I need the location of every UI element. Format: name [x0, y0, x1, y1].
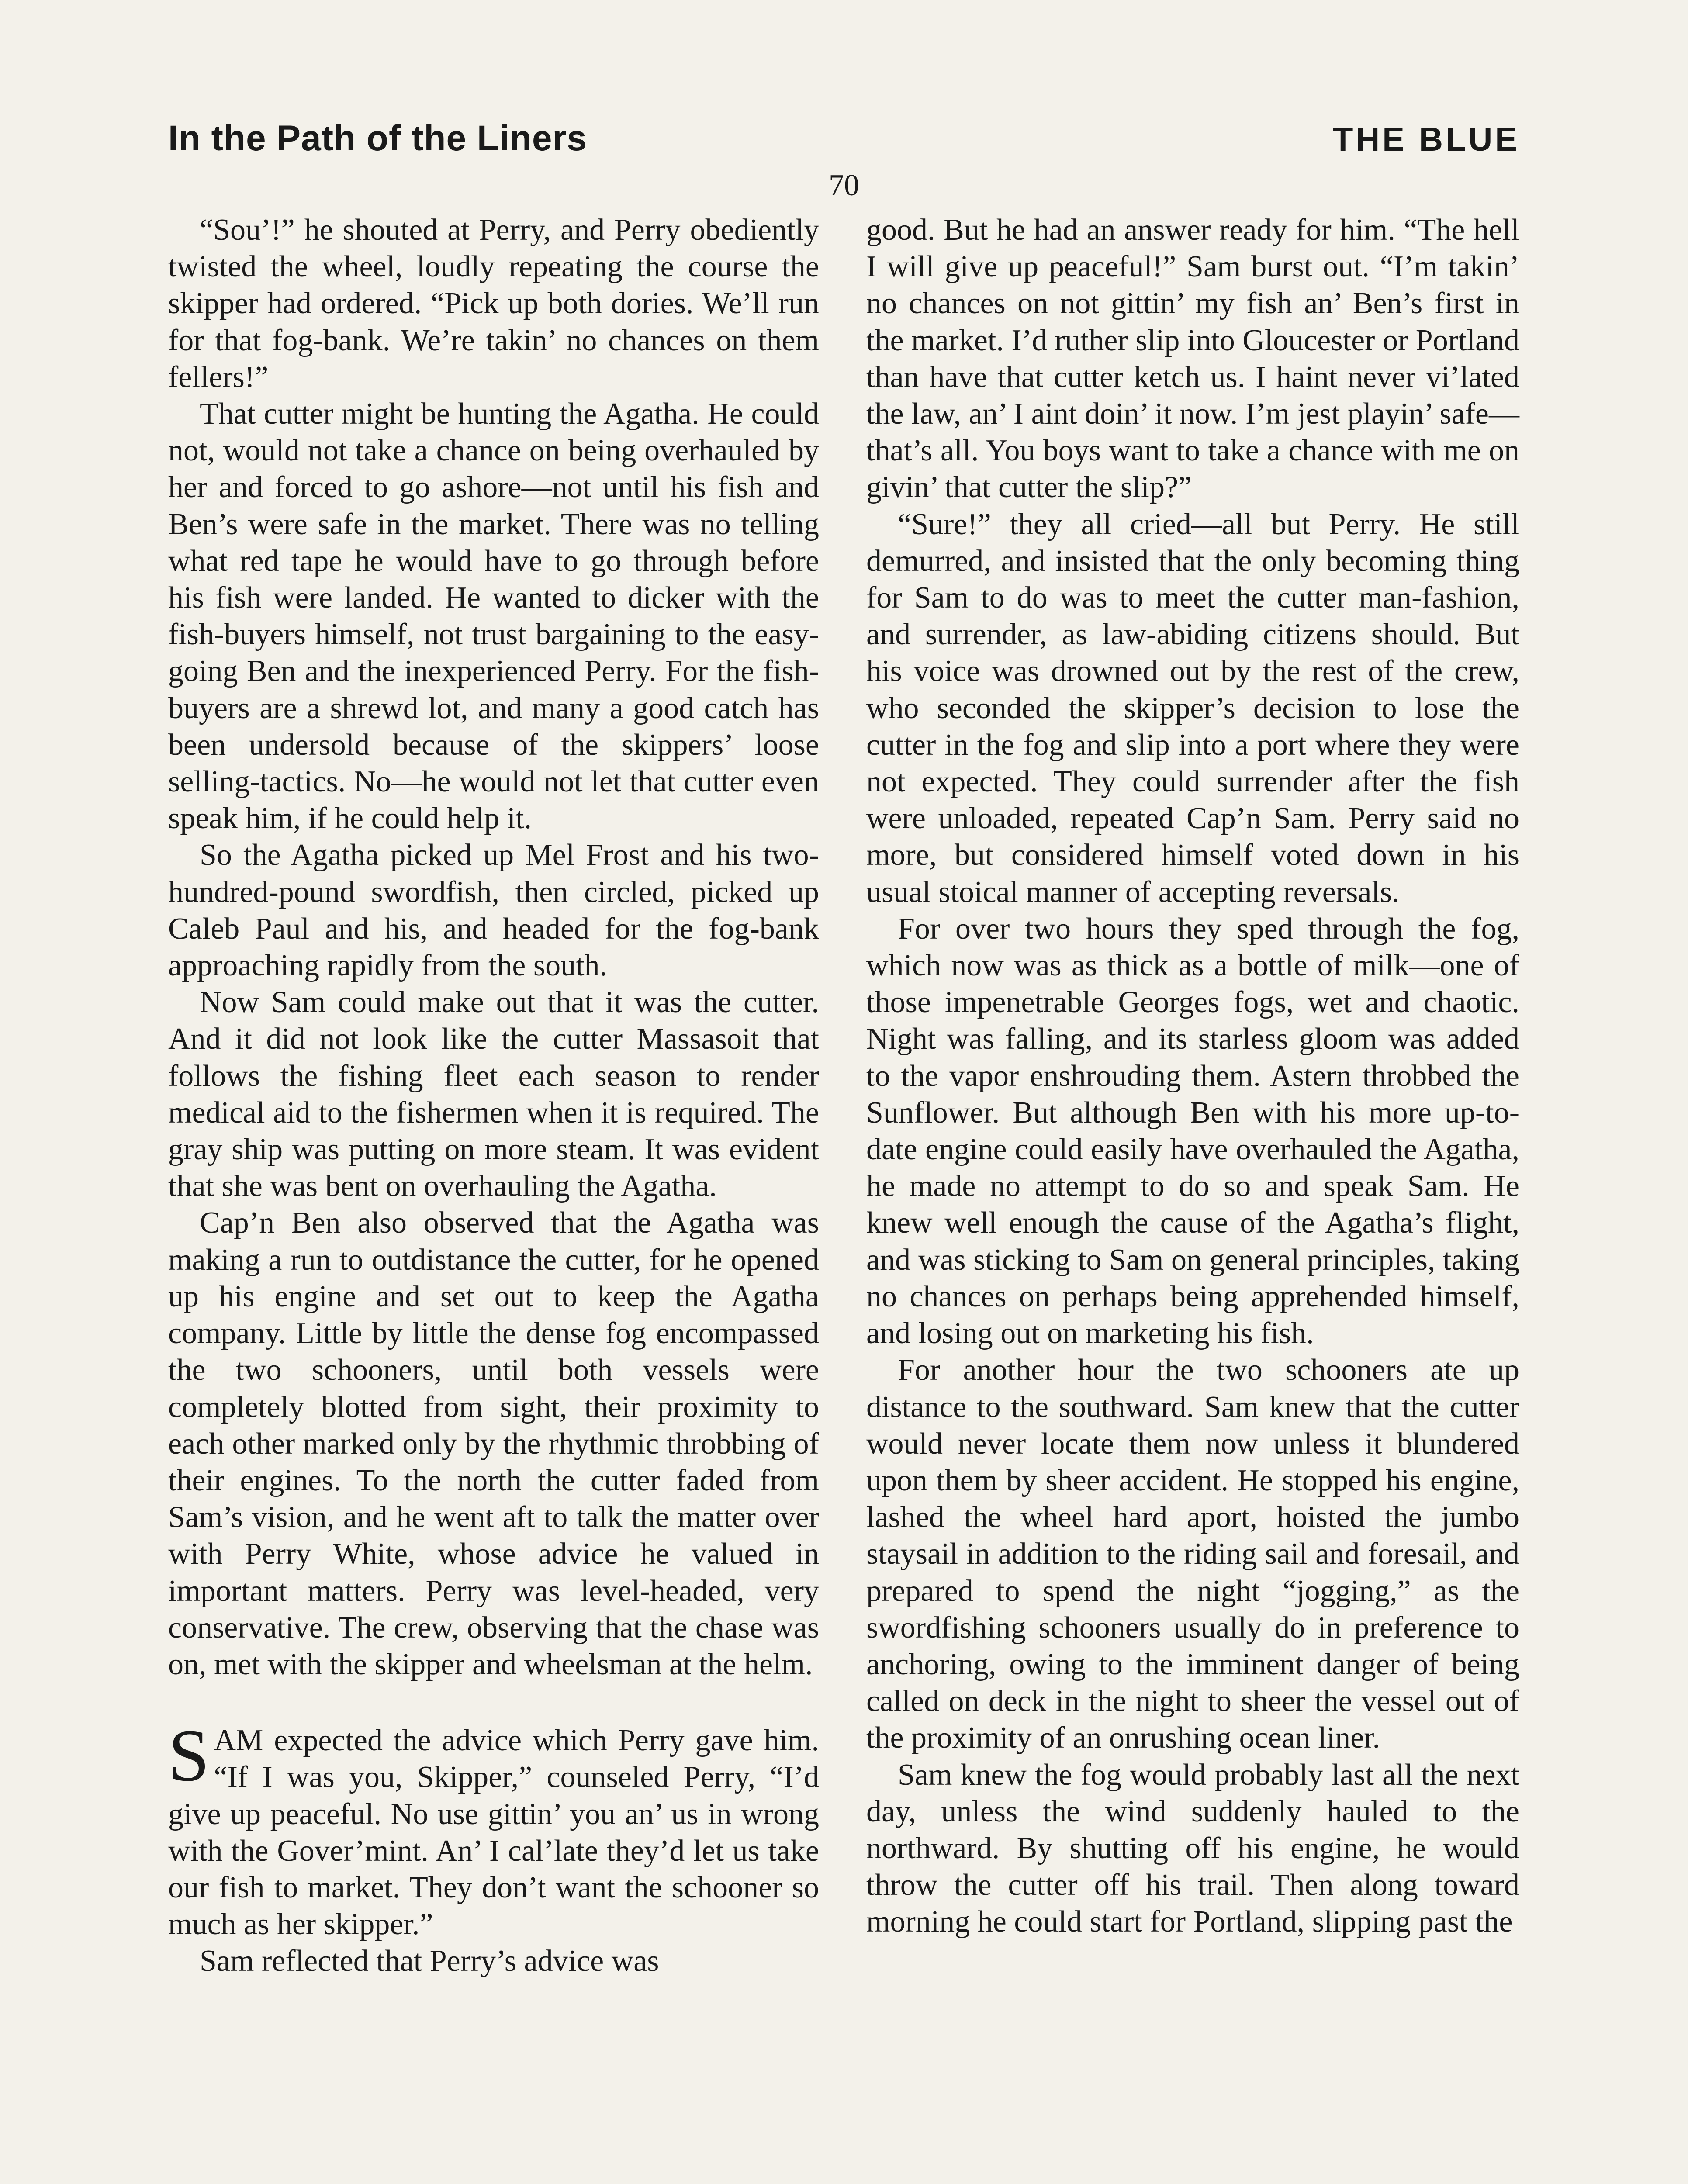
paragraph-continued: good. But he had an answer ready for him. “The hell I will give up peaceful!” Sam burst out. “I’m takin’ no chances on not gittin’ my fish an’ Ben’s first in the market. I’d ruther slip into Gloucester or Portland than have that cutter ketch us. I haint never vi’lated the law, an’ I aint doin’ it now. I’m jest playin’ safe—that’s all. You boys want to take a chance with me on givin’ that cutter the slip?”: [866, 213, 1519, 505]
left-column: [168, 212, 819, 1980]
paragraph: Now Sam could make out that it was the cutter. And it did not look like the cutter Massasoit that follows the fishing fleet each season to render medical aid to the fishermen when it is required. The gray ship was putting on more steam. It was evident that she was bent on overhauling the Agatha.: [168, 985, 819, 1203]
paragraph: “Sure!” they all cried—all but Perry. He still demurred, and insisted that the only becoming thing for Sam to do was to meet the cutter man-fashion, and surrender, as law-abiding citizens should. But his voice was drowned out by the rest of the crew, who seconded the skipper’s decision to lose the cutter in the fog and slip into a port where they were not expected. They could surrender after the fish were unloaded, repeated Cap’n Sam. Perry said no more, but considered himself voted down in his usual stoical manner of accepting reversals.: [866, 507, 1519, 909]
small-caps-lead: AM: [214, 1724, 263, 1758]
paragraph: Sam knew the fog would probably last all the next day, unless the wind suddenly hauled to the northward. By shutting off his engine, he would throw the cutter off his trail. Then along toward morning he could start for Portland, slipping past the: [866, 1758, 1519, 1939]
section-start-paragraph: [168, 1714, 819, 1943]
story-title-header: In the Path of the Liners: [168, 118, 587, 158]
drop-cap: S: [168, 1714, 210, 1797]
page-number: 70: [829, 169, 859, 202]
paragraph: For over two hours they sped through the fog, which now was as thick as a bottle of milk—one of those impenetrable Georges fogs, wet and chaotic. Night was falling, and its starless gloom was added to the vapor enshrouding them. Astern throbbed the Sunflower. But although Ben with his more up-to-date engine could easily have overhauled the Agatha, he made no attempt to do so and speak Sam. He knew well enough the cause of the Agatha’s flight, and was sticking to Sam on general principles, taking no chances on perhaps being apprehended himself, and losing out on marketing his fish.: [866, 912, 1519, 1351]
paragraph: “Sou’!” he shouted at Perry, and Perry obediently twisted the wheel, loudly repeating the course the skipper had ordered. “Pick up both dories. We’ll run for that fog-bank. We’re takin’ no chances on them fellers!”: [168, 213, 819, 394]
paragraph: For another hour the two schooners ate up distance to the southward. Sam knew that the cutter would never locate them now unless it blundered upon them by sheer accident. He stopped his engine, lashed the wheel hard aport, hoisted the jumbo staysail in addition to the riding sail and foresail, and prepared to spend the night “jogging,” as the swordfishing schooners usually do in preference to anchoring, owing to the imminent danger of being called on deck in the night to sheer the vessel out of the proximity of an onrushing ocean liner.: [866, 1353, 1519, 1755]
right-column: [866, 212, 1519, 1941]
paragraph-text: expected the advice which Perry gave him. “If I was you, Skipper,” counseled Perry, “I’d give up peaceful. No use gittin’ you an’ us in wrong with the Gover’mint. An’ I cal’late they’d let us take our fish to market. They don’t want the schooner so much as her skipper.”: [168, 1724, 819, 1942]
magazine-title-header: THE BLUE: [1333, 121, 1520, 158]
paragraph: That cutter might be hunting the Agatha. He could not, would not take a chance on being overhauled by her and forced to go ashore—not until his fish and Ben’s were safe in the market. There was no telling what red tape he would have to go through before his fish were landed. He wanted to dicker with the fish-buyers himself, not trust bargaining to the easy-going Ben and the inexperienced Perry. For the fish-buyers are a shrewd lot, and many a good catch has been undersold because of the skippers’ loose selling-tactics. No—he would not let that cutter even speak him, if he could help it.: [168, 397, 819, 836]
paragraph: Sam reflected that Perry’s advice was: [200, 1944, 659, 1978]
paragraph: Cap’n Ben also observed that the Agatha was making a run to outdistance the cutter, for he opened up his engine and set out to keep the Agatha company. Little by little the dense fog encompassed the two schooners, until both vessels were completely blotted from sight, their proximity to each other marked only by the rhythmic throbbing of their engines. To the north the cutter faded from Sam’s vision, and he went aft to talk the matter over with Perry White, whose advice he valued in important matters. Perry was level-headed, very conservative. The crew, observing that the chase was on, met with the skipper and wheelsman at the helm.: [168, 1206, 819, 1681]
paragraph: So the Agatha picked up Mel Frost and his two-hundred-pound swordfish, then circled, picked up Caleb Paul and his, and headed for the fog-bank approaching rapidly from the south.: [168, 838, 819, 983]
